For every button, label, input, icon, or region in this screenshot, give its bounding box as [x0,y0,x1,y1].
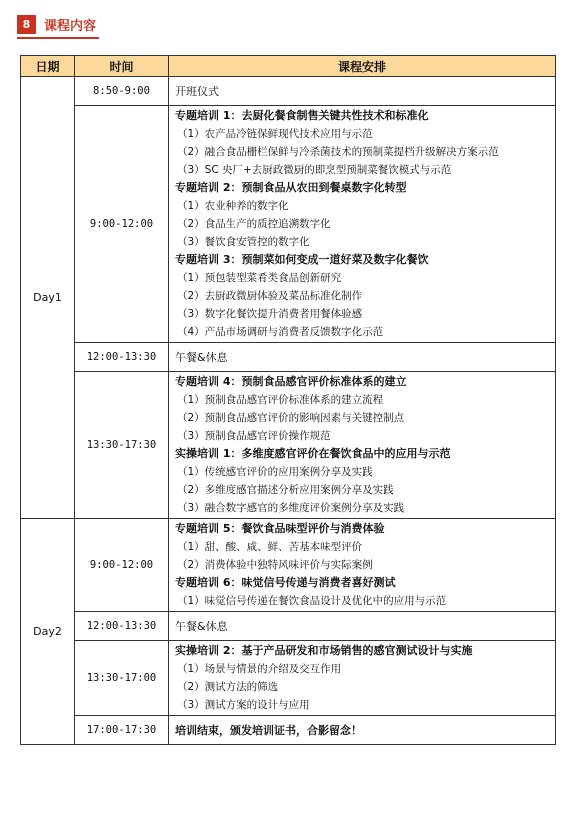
topic-title: 实操培训 2：基于产品研发和市场销售的感官测试设计与实施 [175,644,473,657]
section-number-badge: 8 [17,15,36,34]
topic-item: （3）测试方案的设计与应用 [177,699,310,711]
table-row [21,343,556,372]
topic-item: （1）甜、酸、咸、鲜、苦基本味型评价 [177,541,363,553]
topic-item: （3）SC 央厂+去厨政微厨的即烹型预制菜餐饮模式与示范 [177,164,452,176]
topic-item: （1）农业种养的数字化 [177,200,289,212]
time-slot: 13:30-17:30 [75,372,169,519]
table-row [21,372,556,519]
topic-item: （1）预制食品感官评价标准体系的建立流程 [177,394,384,406]
schedule-content: 培训结束，颁发培训证书，合影留念！ [169,716,556,745]
topic-item: （2）多维度感官描述分析应用案例分享及实践 [177,484,394,496]
topic-item: （2）融合食品栅栏保鲜与冷杀菌技术的预制菜提档升级解决方案示范 [177,146,499,158]
table-row [21,519,556,612]
time-slot: 17:00-17:30 [75,716,169,745]
header-date: 日期 [21,56,75,77]
header-time: 时间 [75,56,169,77]
topic-item: （1）场景与情景的介绍及交互作用 [177,663,342,675]
topic-item: （2）食品生产的质控追溯数字化 [177,218,331,230]
table-row [21,716,556,745]
topic-item: （1）传统感官评价的应用案例分享及实践 [177,466,373,478]
topic-item: （1）味觉信号传递在餐饮食品设计及优化中的应用与示范 [177,595,447,607]
time-slot: 8:50-9:00 [75,77,169,106]
topic-item: （3）融合数字感官的多维度评价案例分享及实践 [177,502,405,514]
topic-item: （2）测试方法的筛选 [177,681,279,693]
section-title: 课程内容 [44,19,97,34]
header-schedule: 课程安排 [169,56,556,77]
time-slot: 12:00-13:30 [75,343,169,372]
topic-item: （1）预包装型菜肴类食品创新研究 [177,272,342,284]
table-row [21,77,556,106]
schedule-content [169,519,556,612]
section-heading [17,15,96,34]
time-slot: 13:30-17:00 [75,641,169,716]
topic-title: 专题培训 3：预制菜如何变成一道好菜及数字化餐饮 [175,253,429,266]
schedule-body [21,77,556,745]
topic-title: 专题培训 4：预制食品感官评价标准体系的建立 [175,375,407,388]
table-row [21,641,556,716]
course-schedule-table [20,55,556,745]
day-label: Day1 [21,77,75,519]
section-title-underline [17,37,99,39]
topic-item: （3）餐饮食安管控的数字化 [177,236,310,248]
time-slot: 9:00-12:00 [75,519,169,612]
topic-title: 专题培训 5：餐饮食品味型评价与消费体验 [175,522,385,535]
topic-item: （3）数字化餐饮提升消费者用餐体验感 [177,308,363,320]
schedule-content: 午餐&休息 [169,612,556,641]
table-row [21,612,556,641]
table-header-row [21,56,556,77]
topic-title: 实操培训 1：多维度感官评价在餐饮食品中的应用与示范 [175,447,451,460]
topic-item: （3）预制食品感官评价操作规范 [177,430,331,442]
topic-item: （4）产品市场调研与消费者反馈数字化示范 [177,326,384,338]
topic-item: （2）去厨政微厨体验及菜品标准化制作 [177,290,363,302]
schedule-content [169,106,556,343]
schedule-content: 午餐&休息 [169,343,556,372]
table-row [21,106,556,343]
day-label: Day2 [21,519,75,745]
time-slot: 12:00-13:30 [75,612,169,641]
topic-title: 专题培训 6：味觉信号传递与消费者喜好测试 [175,576,396,589]
topic-item: （2）消费体验中独特风味评价与实际案例 [177,559,373,571]
time-slot: 9:00-12:00 [75,106,169,343]
schedule-content: 开班仪式 [169,77,556,106]
topic-title: 专题培训 2：预制食品从农田到餐桌数字化转型 [175,181,407,194]
schedule-content [169,641,556,716]
topic-item: （2）预制食品感官评价的影响因素与关键控制点 [177,412,405,424]
topic-item: （1）农产品冷链保鲜现代技术应用与示范 [177,128,373,140]
topic-title: 专题培训 1：去厨化餐食制售关键共性技术和标准化 [175,109,429,122]
schedule-content [169,372,556,519]
